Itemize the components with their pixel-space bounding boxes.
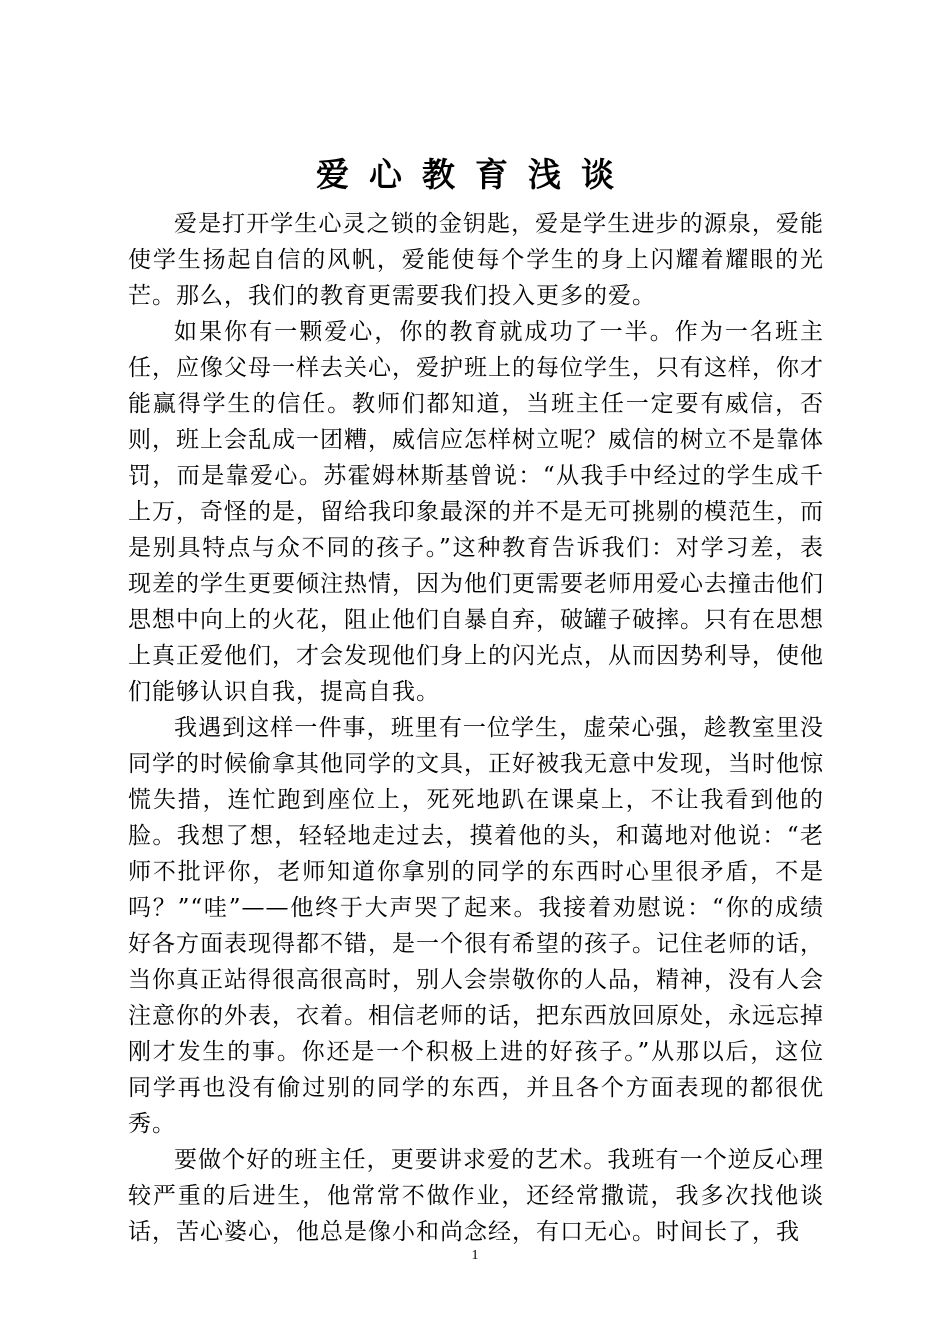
document-body — [128, 206, 824, 1250]
document-title: 爱心教育浅谈 — [316, 155, 634, 194]
paragraph: 如果你有一颗爱心，你的教育就成功了一半。作为一名班主任，应像父母一样去关心，爱护班上的每位学生，只有这样，你才能赢得学生的信任。教师们都知道，当班主任一定要有威信，否则，班上会乱成一团糟，威信应怎样树立呢？威信的树立不是靠体罚，而是靠爱心。苏霍姆林斯基曾说：“从我手中经过的学生成千上万，奇怪的是，留给我印象最深的并不是无可挑剔的模范生，而是别具特点与众不同的孩子。”这种教育告诉我们：对学习差，表现差的学生更要倾注热情，因为他们更需要老师用爱心去撞击他们思想中向上的火花，阻止他们自暴自弃，破罐子破摔。只有在思想上真正爱他们，才会发现他们身上的闪光点，从而因势利导，使他们能够认识自我，提高自我。 — [128, 319, 824, 705]
paragraph: 我遇到这样一件事，班里有一位学生，虚荣心强，趁教室里没同学的时候偷拿其他同学的文具，正好被我无意中发现，当时他惊慌失措，连忙跑到座位上，死死地趴在课桌上，不让我看到他的脸。我想了想，轻轻地走过去，摸着他的头，和蔼地对他说：“老师不批评你，老师知道你拿别的同学的东西时心里很矛盾，不是吗？”“哇”——他终于大声哭了起来。我接着劝慰说：“你的成绩好各方面表现得都不错，是一个很有希望的孩子。记住老师的话，当你真正站得很高很高时，别人会崇敬你的人品，精神，没有人会注意你的外表，衣着。相信老师的话，把东西放回原处，永远忘掉刚才发生的事。你还是一个积极上进的好孩子。”从那以后，这位同学再也没有偷过别的同学的东西，并且各个方面表现的都很优秀。 — [128, 715, 824, 1137]
paragraph: 要做个好的班主任，更要讲求爱的艺术。我班有一个逆反心理较严重的后进生，他常常不做作业，还经常撒谎，我多次找他谈话，苦心婆心，他总是像小和尚念经，有口无心。时间长了，我 — [128, 1147, 824, 1245]
page-number: 1 — [471, 1248, 479, 1263]
paragraph: 爱是打开学生心灵之锁的金钥匙，爱是学生进步的源泉，爱能使学生扬起自信的风帆，爱能使每个学生的身上闪耀着耀眼的光芒。那么，我们的教育更需要我们投入更多的爱。 — [128, 211, 824, 309]
